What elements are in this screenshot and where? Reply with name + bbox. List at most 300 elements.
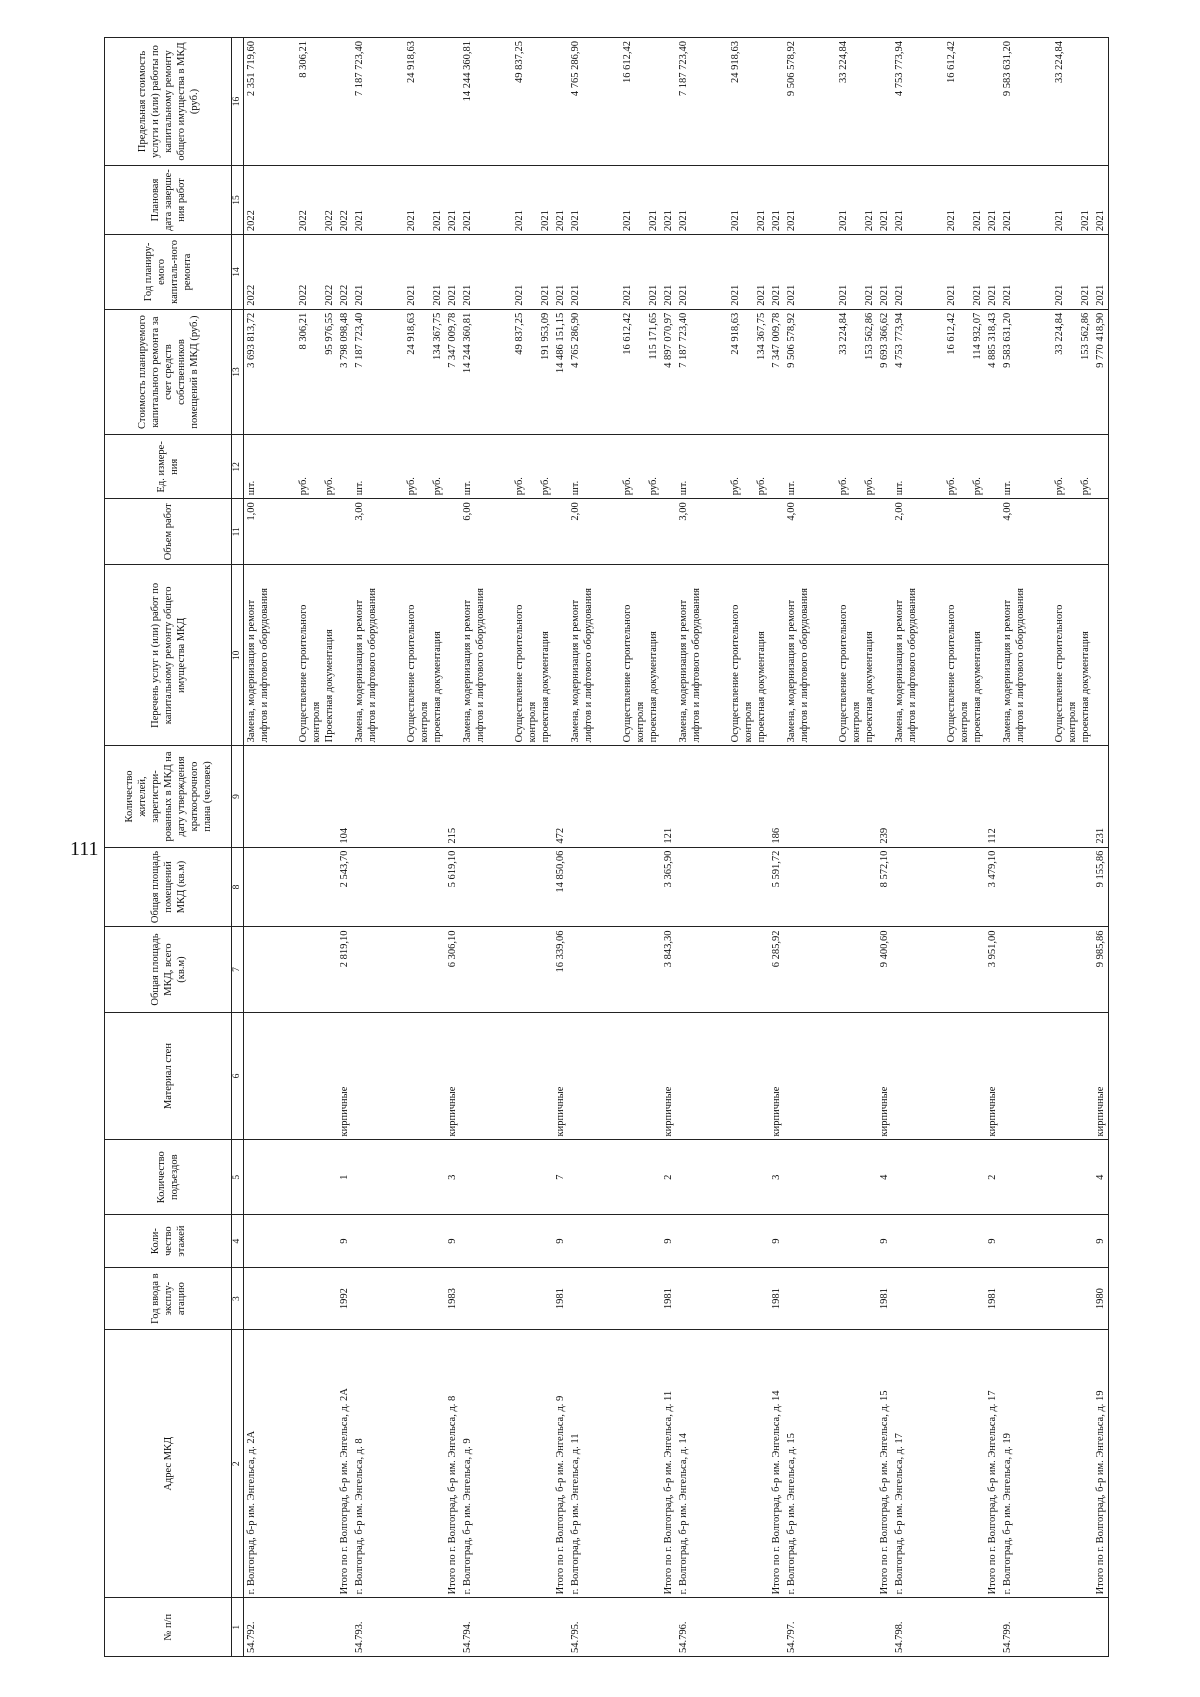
residents-count: 472: [555, 827, 566, 844]
commission-year: 1981: [987, 1288, 998, 1310]
repair-year-cell: [877, 235, 892, 310]
unit: руб.: [972, 477, 983, 496]
total-repair-year: 2021: [663, 284, 674, 306]
premises-area: 8 572,10: [879, 850, 890, 888]
work-item: Осуществление строительного контроля: [514, 604, 538, 743]
residents-cell: [445, 746, 460, 847]
units-cell: [676, 435, 769, 499]
commission-year: 1980: [1095, 1288, 1106, 1310]
total-area: 9 400,60: [879, 930, 890, 968]
residents-cell: [892, 746, 985, 847]
column-number: 10: [232, 565, 244, 746]
total-cost: 7 347 009,78: [447, 312, 458, 368]
total-area: 6 306,10: [447, 930, 458, 968]
repair-year: 2021: [1002, 284, 1013, 306]
completion-date-cell: [784, 165, 877, 234]
premises-area-cell: [1000, 847, 1093, 927]
repair-year: 2021: [786, 284, 797, 306]
unit: шт.: [1002, 480, 1013, 496]
total-row: [337, 38, 352, 1657]
wall-material: кирпичные: [663, 1086, 674, 1137]
premises-area-cell: [784, 847, 877, 927]
completion-date-cell: [460, 165, 553, 234]
year-cell: [877, 1268, 892, 1330]
cost-cell: [661, 309, 676, 435]
wall-material-cell: [769, 1012, 784, 1140]
units-cell: [784, 435, 877, 499]
limit-cost: 7 187 723,40: [678, 41, 689, 97]
year-cell: [769, 1268, 784, 1330]
repair-year-cell: [1000, 235, 1093, 310]
unit: шт.: [894, 480, 905, 496]
total-cost: 14 486 151,15: [555, 312, 566, 374]
total-completion-year: 2021: [555, 210, 566, 232]
completion-date-cell: [445, 165, 460, 234]
address: г. Волгоград, б-р им. Энгельса, д. 15: [786, 1433, 797, 1595]
limit-cost-cell: [445, 38, 460, 166]
wall-material: кирпичные: [771, 1086, 782, 1137]
planned-cost: 153 562,86: [864, 312, 875, 360]
entrances-cell: [985, 1140, 1000, 1215]
total-completion-year: 2022: [339, 210, 350, 232]
column-number: 12: [232, 435, 244, 499]
column-header: Год ввода в эксплу-атацию: [105, 1268, 232, 1330]
unit: шт.: [678, 480, 689, 496]
works-cell: [1093, 565, 1109, 746]
residents-cell: [553, 746, 568, 847]
completion-year: 2021: [432, 210, 443, 232]
works-cell: [568, 565, 661, 746]
premises-area-cell: [460, 847, 553, 927]
limit-cost-empty: [1079, 41, 1092, 162]
limit-cost-empty: [647, 41, 660, 162]
unit: руб.: [622, 477, 633, 496]
completion-year: 2021: [354, 210, 365, 232]
completion-date-cell: [568, 165, 661, 234]
wall-material-cell: [892, 1012, 985, 1140]
floors-cell: [244, 1215, 338, 1268]
works-cell: [676, 565, 769, 746]
completion-year: 2021: [648, 210, 659, 232]
year-cell: [553, 1268, 568, 1330]
column-header: Коли-чество этажей: [105, 1215, 232, 1268]
work-item: Замена, модернизация и ремонт лифтов и лифтового оборудования: [570, 588, 594, 743]
year-cell: [244, 1268, 338, 1330]
column-number-row: [232, 38, 244, 1657]
unit: руб.: [514, 477, 525, 496]
limit-cost-cell: [1000, 38, 1093, 166]
total-completion-year: 2021: [447, 210, 458, 232]
works-cell: [460, 565, 553, 746]
limit-cost-empty: [755, 41, 768, 162]
address-cell: [352, 1330, 445, 1598]
repair-year: 2021: [570, 284, 581, 306]
wall-material-cell: [244, 1012, 338, 1140]
total-area-cell: [1093, 927, 1109, 1012]
table-row: [676, 38, 769, 1657]
limit-cost-cell: [568, 38, 661, 166]
works-cell: [985, 565, 1000, 746]
work-volume: 2,00: [570, 502, 581, 521]
limit-cost-cell: [1093, 38, 1109, 166]
floors-cell: [568, 1215, 661, 1268]
completion-date-cell: [337, 165, 352, 234]
total-completion-year: 2021: [879, 210, 890, 232]
column-number: 7: [232, 927, 244, 1012]
repair-year: 2021: [730, 284, 741, 306]
column-header: Плановая дата заверше-ния работ: [105, 165, 232, 234]
volume-cell: [337, 499, 352, 565]
limit-cost-empty: [323, 41, 336, 162]
limit-cost: 9 506 578,92: [786, 41, 797, 97]
year-cell: [460, 1268, 553, 1330]
column-header: Ед. измере-ния: [105, 435, 232, 499]
page-number: 111: [70, 838, 99, 860]
work-item: Осуществление строительного контроля: [298, 604, 322, 743]
works-cell: [661, 565, 676, 746]
entrances-cell: [460, 1140, 553, 1215]
planned-cost: 49 837,25: [514, 312, 525, 355]
limit-cost-cell: [676, 38, 769, 166]
work-volume: 4,00: [1002, 502, 1013, 521]
unit: руб.: [432, 477, 443, 496]
year-cell: [1000, 1268, 1093, 1330]
floors-cell: [877, 1215, 892, 1268]
premises-area-cell: [661, 847, 676, 927]
repair-year: 2021: [1080, 284, 1091, 306]
unit: руб.: [540, 477, 551, 496]
total-label-cell: [661, 1330, 676, 1598]
residents-cell: [244, 746, 338, 847]
volume-cell: [445, 499, 460, 565]
cost-cell: [1000, 309, 1093, 435]
item-number: 54.799.: [1002, 1621, 1013, 1653]
completion-date-cell: [661, 165, 676, 234]
completion-date-cell: [352, 165, 445, 234]
item-number: 54.794.: [462, 1621, 473, 1653]
total-area-cell: [337, 927, 352, 1012]
total-repair-year: 2021: [1095, 284, 1106, 306]
volume-cell: [877, 499, 892, 565]
item-number-cell: [553, 1598, 568, 1657]
planned-cost: 8 306,21: [298, 312, 309, 350]
total-repair-year: 2021: [771, 284, 782, 306]
total-row: [769, 38, 784, 1657]
repair-year: 2021: [622, 284, 633, 306]
entrances-cell: [445, 1140, 460, 1215]
work-item: Замена, модернизация и ремонт лифтов и лифтового оборудования: [678, 588, 702, 743]
item-number-cell: [769, 1598, 784, 1657]
limit-cost-cell: [877, 38, 892, 166]
floors-cell: [985, 1215, 1000, 1268]
wall-material-cell: [553, 1012, 568, 1140]
work-item: проектная документация: [432, 631, 443, 743]
unit: шт.: [786, 480, 797, 496]
item-number: 54.797.: [786, 1621, 797, 1653]
table-row: [1000, 38, 1093, 1657]
units-cell: [661, 435, 676, 499]
limit-cost: 16 612,42: [622, 41, 633, 83]
entrances-cell: [568, 1140, 661, 1215]
address-cell: [892, 1330, 985, 1598]
residents-cell: [676, 746, 769, 847]
floors-count: 9: [771, 1238, 782, 1244]
cost-cell: [769, 309, 784, 435]
repair-year-cell: [352, 235, 445, 310]
total-label-cell: [445, 1330, 460, 1598]
table-row: [568, 38, 661, 1657]
residents-count: 231: [1095, 827, 1106, 844]
repair-year-cell: [337, 235, 352, 310]
repair-year-cell: [769, 235, 784, 310]
volume-cell: [352, 499, 445, 565]
column-header: Год планиру-емого капиталь-ного ремонта: [105, 235, 232, 310]
unit: шт.: [246, 480, 257, 496]
residents-cell: [337, 746, 352, 847]
total-area-cell: [769, 927, 784, 1012]
completion-year: 2021: [406, 210, 417, 232]
limit-cost: 4 765 286,90: [570, 41, 581, 97]
repair-year: 2022: [298, 284, 309, 306]
work-volume: 3,00: [354, 502, 365, 521]
completion-date-cell: [244, 165, 338, 234]
floors-count: 9: [339, 1238, 350, 1244]
total-area-cell: [661, 927, 676, 1012]
total-completion-year: 2021: [663, 210, 674, 232]
repair-year-cell: [1093, 235, 1109, 310]
planned-cost: 4 753 773,94: [894, 312, 905, 368]
total-area: 3 951,00: [987, 930, 998, 968]
limit-cost-cell: [769, 38, 784, 166]
column-header: Общая площадь МКД, всего (кв.м): [105, 927, 232, 1012]
works-cell: [784, 565, 877, 746]
planned-cost: 3 693 813,72: [246, 312, 257, 368]
column-number: 14: [232, 235, 244, 310]
total-repair-year: 2021: [447, 284, 458, 306]
premises-area-cell: [877, 847, 892, 927]
work-item: Замена, модернизация и ремонт лифтов и лифтового оборудования: [246, 588, 270, 743]
total-area-cell: [877, 927, 892, 1012]
column-header: Стоимость планируемого капитального ремонта за счет средств собственников помещений в МКД (руб.): [105, 309, 232, 435]
limit-cost: 4 753 773,94: [894, 41, 905, 97]
residents-count: 121: [663, 827, 674, 844]
planned-cost: 14 244 360,81: [462, 312, 473, 374]
total-area-cell: [553, 927, 568, 1012]
limit-cost-empty: [431, 41, 444, 162]
item-number: 54.796.: [678, 1621, 689, 1653]
item-number-cell: [568, 1598, 661, 1657]
units-cell: [769, 435, 784, 499]
column-number: 15: [232, 165, 244, 234]
work-item: проектная документация: [756, 631, 767, 743]
cost-cell: [337, 309, 352, 435]
work-volume: 1,00: [246, 502, 257, 521]
item-number: 54.798.: [894, 1621, 905, 1653]
works-cell: [337, 565, 352, 746]
total-label: Итого по г. Волгоград, б-р им. Энгельса, д. 19: [1095, 1390, 1106, 1595]
column-header: Объем работ: [105, 499, 232, 565]
completion-year: 2021: [678, 210, 689, 232]
total-label-cell: [985, 1330, 1000, 1598]
volume-cell: [1000, 499, 1093, 565]
premises-area-cell: [568, 847, 661, 927]
completion-year: 2021: [838, 210, 849, 232]
year-cell: [568, 1268, 661, 1330]
total-area-cell: [352, 927, 445, 1012]
units-cell: [445, 435, 460, 499]
units-cell: [877, 435, 892, 499]
premises-area: 2 543,70: [339, 850, 350, 888]
units-cell: [460, 435, 553, 499]
planned-cost: 33 224,84: [1054, 312, 1065, 355]
premises-area: 5 591,72: [771, 850, 782, 888]
work-item: Осуществление строительного контроля: [622, 604, 646, 743]
header-row: [105, 38, 232, 1657]
total-row: [661, 38, 676, 1657]
floors-cell: [676, 1215, 769, 1268]
work-volume: 4,00: [786, 502, 797, 521]
total-area: 16 339,06: [555, 930, 566, 973]
completion-date-cell: [769, 165, 784, 234]
residents-cell: [784, 746, 877, 847]
work-item: проектная документация: [540, 631, 551, 743]
column-number: 3: [232, 1268, 244, 1330]
completion-date-cell: [553, 165, 568, 234]
floors-cell: [661, 1215, 676, 1268]
units-cell: [892, 435, 985, 499]
residents-count: 186: [771, 827, 782, 844]
column-number: 1: [232, 1598, 244, 1657]
wall-material: кирпичные: [555, 1086, 566, 1137]
completion-year: 2021: [946, 210, 957, 232]
entrances-cell: [244, 1140, 338, 1215]
entrances-count: 4: [1095, 1174, 1106, 1180]
unit: руб.: [324, 477, 335, 496]
address-cell: [244, 1330, 338, 1598]
column-header: № п/п: [105, 1598, 232, 1657]
address-cell: [784, 1330, 877, 1598]
commission-year: 1981: [879, 1288, 890, 1310]
floors-cell: [784, 1215, 877, 1268]
work-item: Осуществление строительного контроля: [406, 604, 430, 743]
floors-count: 9: [447, 1238, 458, 1244]
entrances-count: 2: [663, 1174, 674, 1180]
wall-material: кирпичные: [879, 1086, 890, 1137]
planned-cost: 115 171,65: [648, 312, 659, 360]
column-number: 6: [232, 1012, 244, 1140]
completion-year: 2021: [864, 210, 875, 232]
year-cell: [784, 1268, 877, 1330]
planned-cost: 16 612,42: [946, 312, 957, 355]
limit-cost-cell: [661, 38, 676, 166]
unit: руб.: [298, 477, 309, 496]
premises-area-cell: [892, 847, 985, 927]
completion-year: 2021: [622, 210, 633, 232]
planned-cost: 7 187 723,40: [678, 312, 689, 368]
floors-cell: [352, 1215, 445, 1268]
premises-area-cell: [445, 847, 460, 927]
works-cell: [877, 565, 892, 746]
commission-year: 1992: [339, 1288, 350, 1310]
completion-date-cell: [1093, 165, 1109, 234]
floors-cell: [1093, 1215, 1109, 1268]
item-number-cell: [352, 1598, 445, 1657]
floors-cell: [892, 1215, 985, 1268]
year-cell: [352, 1268, 445, 1330]
work-volume: 6,00: [462, 502, 473, 521]
column-header: Количество подъездов: [105, 1140, 232, 1215]
units-cell: [985, 435, 1000, 499]
entrances-cell: [1093, 1140, 1109, 1215]
address-cell: [1000, 1330, 1093, 1598]
total-label-cell: [769, 1330, 784, 1598]
residents-cell: [352, 746, 445, 847]
premises-area: 9 155,86: [1095, 850, 1106, 888]
table-row: [352, 38, 445, 1657]
column-number: 16: [232, 38, 244, 166]
completion-year: 2021: [514, 210, 525, 232]
cost-cell: [244, 309, 338, 435]
address: г. Волгоград, б-р им. Энгельса, д. 2А: [246, 1430, 257, 1595]
repair-year-cell: [661, 235, 676, 310]
repair-year-cell: [892, 235, 985, 310]
completion-year: 2022: [324, 210, 335, 232]
completion-date-cell: [877, 165, 892, 234]
work-volume: 2,00: [894, 502, 905, 521]
completion-date-cell: [676, 165, 769, 234]
work-item: Осуществление строительного контроля: [730, 604, 754, 743]
wall-material: кирпичные: [447, 1086, 458, 1137]
works-cell: [892, 565, 985, 746]
total-label: Итого по г. Волгоград, б-р им. Энгельса, д. 15: [879, 1390, 890, 1595]
year-cell: [337, 1268, 352, 1330]
entrances-count: 4: [879, 1174, 890, 1180]
cost-cell: [892, 309, 985, 435]
repair-year-cell: [568, 235, 661, 310]
limit-cost: 24 918,63: [406, 41, 417, 83]
wall-material-cell: [784, 1012, 877, 1140]
total-area-cell: [784, 927, 877, 1012]
total-label: Итого по г. Волгоград, б-р им. Энгельса, д. 14: [771, 1390, 782, 1595]
repair-year: 2022: [324, 284, 335, 306]
residents-cell: [661, 746, 676, 847]
wall-material-cell: [445, 1012, 460, 1140]
total-row: [1093, 38, 1109, 1657]
floors-cell: [445, 1215, 460, 1268]
limit-cost-cell: [352, 38, 445, 166]
address-cell: [676, 1330, 769, 1598]
premises-area: 5 619,10: [447, 850, 458, 888]
entrances-cell: [877, 1140, 892, 1215]
cost-cell: [877, 309, 892, 435]
works-cell: [553, 565, 568, 746]
repair-year-cell: [784, 235, 877, 310]
total-label-cell: [877, 1330, 892, 1598]
limit-cost: 7 187 723,40: [354, 41, 365, 97]
entrances-count: 3: [771, 1174, 782, 1180]
wall-material-cell: [1000, 1012, 1093, 1140]
repair-year: 2021: [864, 284, 875, 306]
limit-cost-cell: [985, 38, 1000, 166]
repair-year: 2021: [946, 284, 957, 306]
total-cost: 4 885 318,43: [987, 312, 998, 368]
limit-cost-cell: [553, 38, 568, 166]
residents-cell: [1000, 746, 1093, 847]
total-area-cell: [445, 927, 460, 1012]
total-row: [985, 38, 1000, 1657]
entrances-cell: [1000, 1140, 1093, 1215]
repair-year-cell: [985, 235, 1000, 310]
